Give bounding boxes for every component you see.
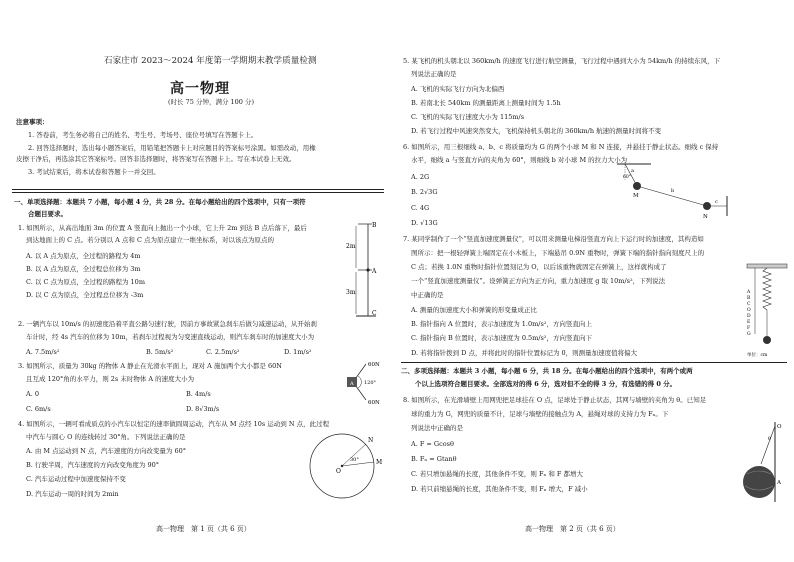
fig4-label: N [368,437,374,444]
question-stem: 2. 一辆汽车以 10m/s 的初速度沿着平直公路匀速行驶，因前方事故紧急刹车后做匀减速运动，从开始刹 [18,320,317,328]
divider [12,189,384,190]
option: D. 汽车运动一周的时间为 2min [26,490,119,498]
notice-line: 3. 考试结束后，将本试卷和答题卡一并交回。 [28,168,160,176]
fig1-label: C [372,310,377,317]
option: C. 若只增加悬绳的长度，其他条件不变，则 Fₙ 和 F 都增大 [411,470,583,478]
page-footer: 高一物理 第 2 页（共 6 页） [525,525,620,533]
fig6-label: 60° [623,175,631,180]
fig6-label: b [671,188,675,194]
option: C. 飞机的实际飞行速度大小为 115m/s [411,113,525,121]
fig1-label: 3m [346,289,356,296]
option: A. 2G [411,173,430,181]
fig4-label: M [376,459,383,466]
question-stem: 且互成 120°角的水平力，则 2s 末时物体 A 的速度大小为 [26,375,195,383]
option: A. F = Gcosθ [411,440,454,448]
option: B. 行驶半周，汽车速度的方向改变角度为 90° [26,461,159,469]
fig3-label: 60N [368,362,380,368]
section-heading: 二、多项选择题：本题共 3 小题，每小题 6 分，共 18 分。在每小题给出的四个选项中，有两个或两 [401,367,693,375]
fig3-label: A [350,381,354,387]
question-stem: 中汽车与圆心 O 的连线转过 30°角。下列说法正确的是 [26,433,186,441]
figure-circular-motion [306,430,386,502]
fig7-label: C [747,302,751,307]
fig4-label: 30° [350,457,359,463]
divider [12,192,384,193]
notice-line: 2. 回答选择题时，选出每小题答案后，用铅笔把答题卡上对应题目的答案标号涂黑。如需改动，用橡 [28,144,316,152]
question-stem: 列说法中正确的是 [411,424,463,432]
question-stem: 8. 如图所示，在光滑墙壁上用网兜把足球挂在 O 点，足球处于静止状态，其网与墙壁的夹角为 θ。已知足 [403,396,707,404]
figure-vertical-throw [346,218,386,318]
question-stem: 中正确的是 [411,291,444,299]
option: B. 5m/s² [146,348,174,356]
divider [401,362,787,363]
option: D. √13G [411,219,438,227]
option: C. 4G [411,204,430,212]
question-stem: 车计时，经 4s 汽车的位移为 10m，若刹车过程视为匀变速直线运动，则汽车刹车时的加速度大小为 [26,333,315,341]
fig7-caption: 单位：cm [747,353,768,358]
option: A. 以 A 点为原点，全过程的路程为 4m [26,252,141,260]
fig7-label: B [747,296,751,301]
option: B. 以 A 点为原点，全过程总位移为 3m [26,265,141,273]
option: A. 飞机的实际飞行方向为北偏西 [411,85,505,93]
option: D. 若只前缩悬绳的长度，其他条件不变，则 Fₙ 增大，F 减小 [411,485,588,493]
question-stem: 到达地面上的 C 点。若分别以 A 点和 C 点为原点建立一维坐标系，对以该点为原点的 [26,236,275,244]
notice-line: 皮擦干净后，再选涂其它答案标号。回答非选择题时，将答案写在答题卡上。写在本试卷上无效。 [16,155,296,163]
page-footer: 高一物理 第 1 页（共 6 页） [156,525,251,533]
notice-line: 1. 答卷前，考生务必将自己的姓名、考生号、考场号、座位号填写在答题卡上。 [28,131,258,139]
question-stem: C 点；若换 1.0N 重物时指针位置刻记为 O，以后该重物就固定在弹簧上，这样就构成了 [411,263,667,271]
question-stem: 列说法正确的是 [411,70,457,78]
header-title: 石家庄市 2023～2024 年度第一学期期末教学质量检测 [104,56,317,66]
fig7-label: G [747,332,751,337]
option: B. 若南北长 540km 的测量距离上测量时间为 1.5h [411,99,561,107]
fig6-label: M [633,193,639,199]
option: B. Fₙ = Gtanθ [411,455,457,463]
fig7-label: F [747,326,751,331]
option: A. 测量的加速度大小和弹簧的形变量成正比 [411,306,537,314]
exam-time: (时长 75 分钟，满分 100 分) [168,98,255,106]
fig3-label: 120° [364,380,377,386]
question-stem: 7. 某同学制作了一个“竖直加速度测量仪”，可以用来测量电梯沿竖直方向上下运行时的加速度，其构造如 [403,235,704,243]
question-stem: 一个“竖直加速度测量仪”。设弹簧正方向为正方向，重力加速度 g 取 10m/s²，下列说法 [411,277,666,285]
question-stem: 1. 如图所示，从高出地面 3m 的位置 A 竖直向上抛出一个小球，它上升 2m 到达 B 点后落下，最后 [18,224,307,232]
option: D. 若将指针拨到 D 点，并将此时的指针位置标记为 0，则测量加速度值将偏大 [411,349,638,357]
fig8-label: θ [768,437,771,442]
right-page [397,0,794,562]
fig8-label: O [777,424,782,430]
option: D. 若飞行过程中风速突然变大，飞机保持机头朝北的 360km/h 航速的测量时间将不变 [411,127,662,135]
question-stem: 4. 如图所示，一辆可看成质点的小汽车以恒定的速率做圆周运动，汽车从 M 点经 10s 运动到 N 点，此过程 [18,420,330,428]
option: D. 1m/s² [284,348,312,356]
fig7-label: A [747,290,751,295]
question-stem: 6. 如图所示，用三根细线 a、b、c 将质量均为 G 的两个小球 M 和 N 连接，并悬挂于静止状态。细线 c 保持 [403,143,719,151]
option: D. 以 C 点为原点，全过程总位移为 -3m [26,291,144,299]
option: C. 指针指向 B 位置时，表示加速度为 0.5m/s²，方向竖直向下 [411,334,592,342]
option: B. 2√3G [411,188,438,196]
fig1-label: A [372,268,377,275]
option: C. 以 C 点为原点，全过程的路程为 10m [26,278,145,286]
question-stem: 5. 某飞机的机头朝北以 360km/h 的速度飞行进行航空测量，飞行过程中遇到大小为 54km/h 的持续东风，下 [403,57,721,65]
fig3-label: 60N [368,400,380,406]
fig4-label: O [336,468,341,475]
fig7-label: D [747,314,751,319]
fig7-label: O [747,308,751,313]
fig1-label: 2m [346,243,356,250]
option: A. 7.5m/s² [26,348,60,356]
figure-football-on-wall [717,420,787,504]
section-heading: 一、单项选择题：本题共 7 小题，每小题 4 分，共 28 分。在每小题给出的四个选项中，只有一项符 [14,198,306,206]
option: D. 8√3m/s [186,405,220,413]
question-stem: 球的重力为 G，网兜的质量不计，足球与墙壁的接触点为 A，悬绳对球的支持力为 Fₙ。下 [411,410,669,418]
fig8-label: A [777,480,781,486]
figure-two-balls [611,162,731,224]
fig6-label: N [703,214,708,220]
option: C. 2.5m/s² [206,348,240,356]
fig7-label: E [747,320,751,325]
option: C. 6m/s [26,405,51,413]
option: A. 0 [26,390,39,398]
option: C. 汽车运动过程中加速度保持不变 [26,475,126,483]
fig6-label: a [631,168,634,174]
question-stem: 水平，细线 a 与竖直方向的夹角为 60°，则细线 b 对小球 M 的拉力大小为 [411,156,628,164]
question-stem: 3. 如图所示，质量为 30kg 的物体 A 静止在光滑水平面上，现对 A 施加两个大小都是 60N [18,362,282,370]
section-heading: 个以上选项符合题目要求。全部选对的得 6 分，选对但不全的得 3 分，有选错的得 0 分。 [415,380,677,388]
subject-title: 高一物理 [170,81,230,97]
figure-spring-accelerometer [745,262,789,360]
option: A. 由 M 点运动到 N 点，汽车速度的方向改变量为 60° [26,447,187,455]
option: B. 指针指向 A 位置时，表示加速度为 1.0m/s²，方向竖直向上 [411,320,592,328]
figure-two-forces [340,360,386,412]
question-stem: 图所示：把一根轻弹簧上端固定在小木板上，下端悬吊 0.9N 重物时，弹簧下端的指针指向刻度尺上的 [411,249,705,257]
fig6-label: c [715,199,718,205]
notice-title: 注意事项： [16,118,49,126]
section-heading: 合题目要求。 [28,210,67,218]
fig1-label: B [372,222,377,229]
option: B. 4m/s [186,390,211,398]
